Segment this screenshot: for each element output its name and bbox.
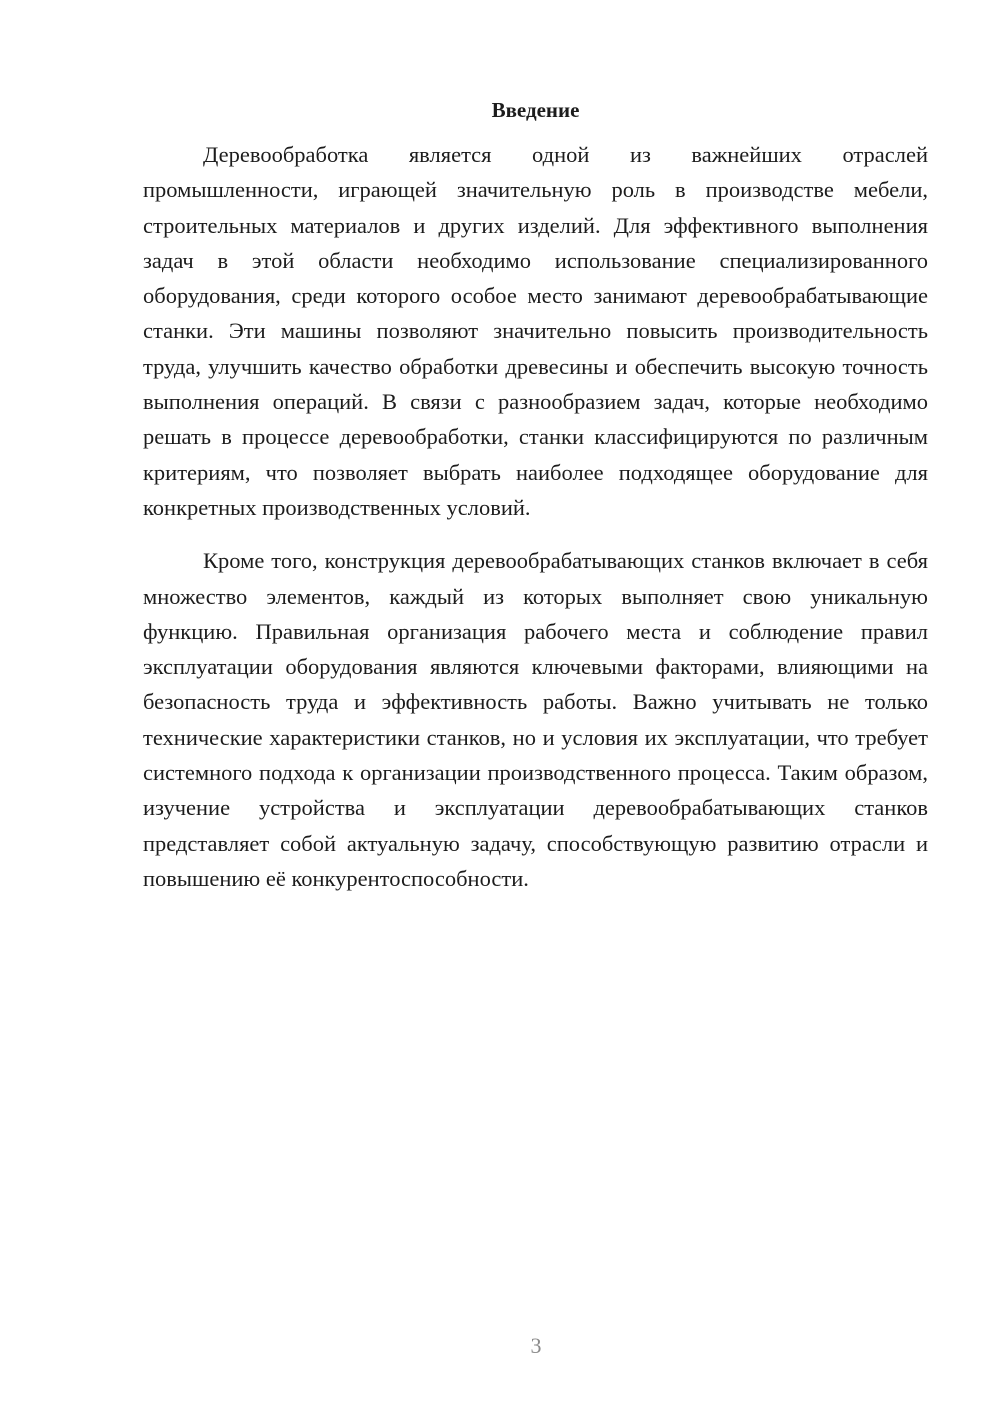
page-content: [143, 95, 928, 896]
section-heading: Введение: [491, 98, 580, 122]
paragraph-1: Деревообработка является одной из важнейших отраслей промышленности, играющей значительную роль в производстве мебели, строительных материалов и других изделий. Для эффективного выполнения задач в этой области необходимо использование специализированного оборудования, среди которого особое место занимают деревообрабатывающие станки. Эти машины позволяют значительно повысить производительность труда, улучшить качество обработки древесины и обеспечить высокую точность выполнения операций. В связи с разнообразием задач, которые необходимо решать в процессе деревообработки, станки классифицируются по различным критериям, что позволяет выбрать наиболее подходящее оборудование для конкретных производственных условий.: [143, 142, 928, 520]
paragraph-2: Кроме того, конструкция деревообрабатывающих станков включает в себя множество элементов, каждый из которых выполняет свою уникальную функцию. Правильная организация рабочего места и соблюдение правил эксплуатации оборудования являются ключевыми факторами, влияющими на безопасность труда и эффективность работы. Важно учитывать не только технические характеристики станков, но и условия их эксплуатации, что требует системного подхода к организации производственного процесса. Таким образом, изучение устройства и эксплуатации деревообрабатывающих станков представляет собой актуальную задачу, способствующую развитию отрасли и повышению её конкурентоспособности.: [143, 548, 928, 891]
page-number: 3: [530, 1333, 542, 1358]
